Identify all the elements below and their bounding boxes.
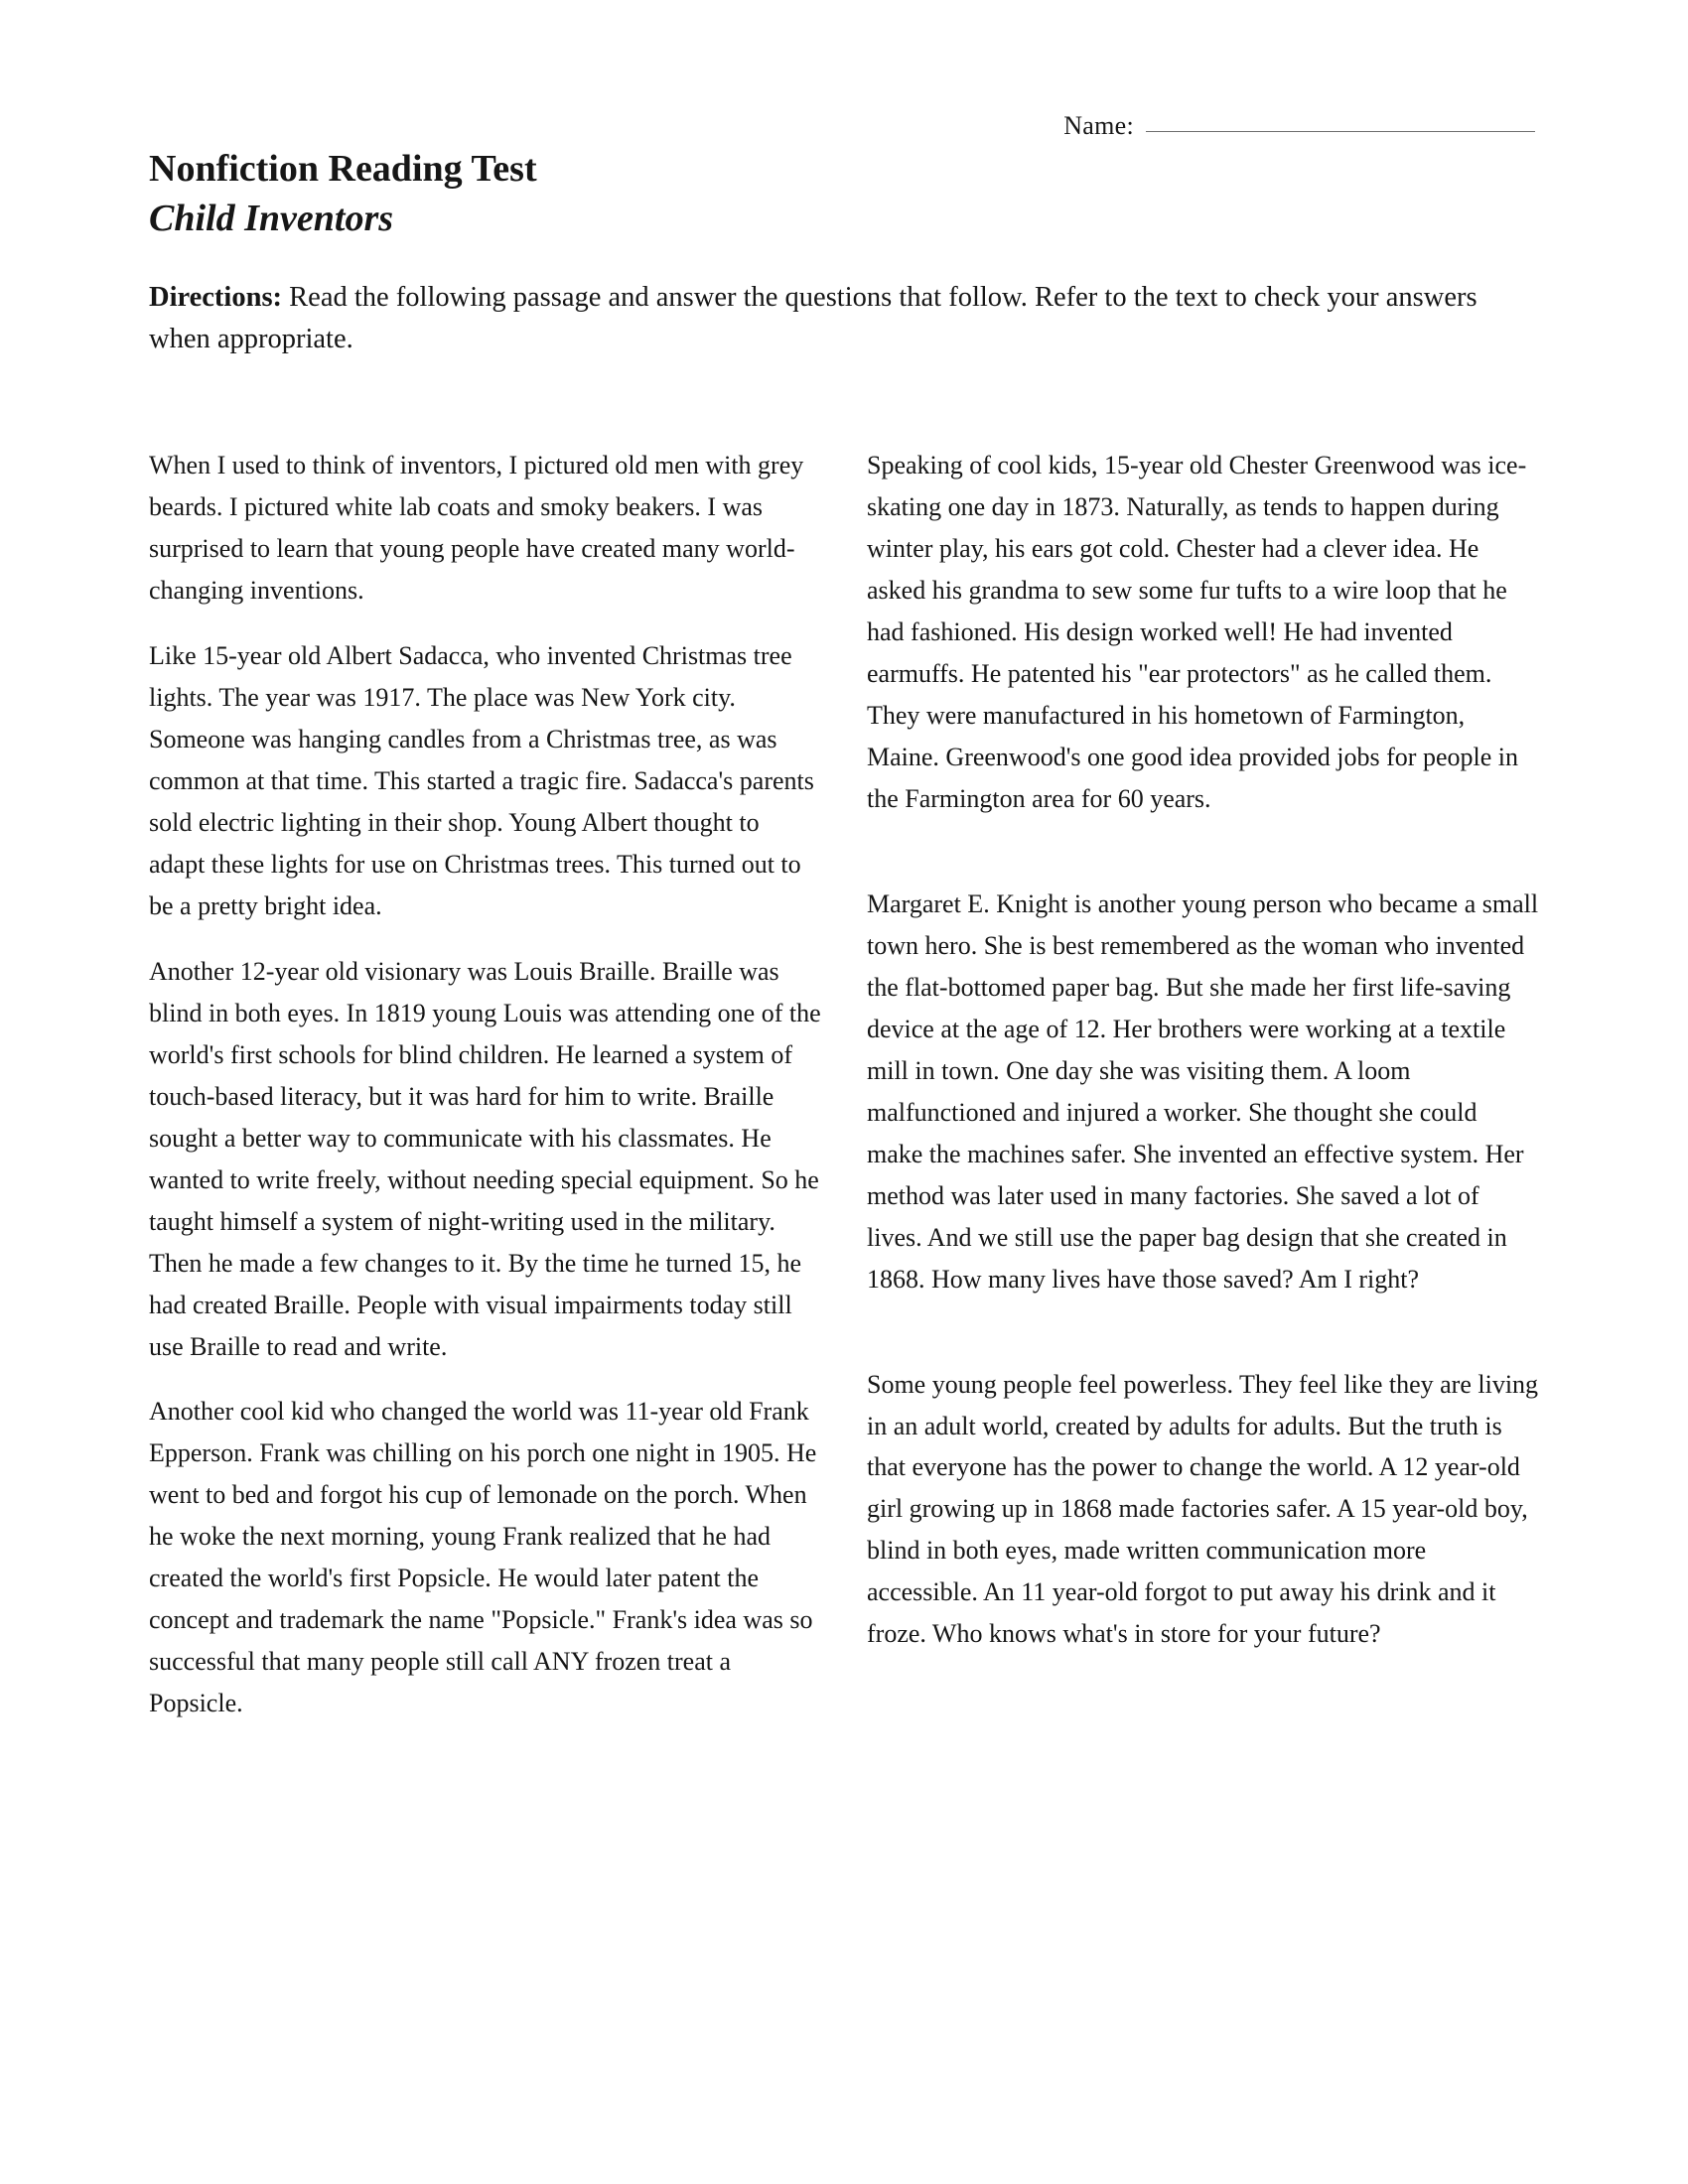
passage-right-column [867,445,1539,1725]
paragraph-margaret-knight: Margaret E. Knight is another young person who became a small town hero. She is best remembered as the woman who invented the flat-bottomed paper bag. But she made her first life-saving device at the age of 12. Her brothers were working at a textile mill in town. One day she was visiting them. A loom malfunctioned and injured a worker. She thought she could make the machines safer. She invented an effective system. Her method was later used in many factories. She saved a lot of lives. And we still use the paper bag design that she created in 1868. How many lives have those saved? Am I right? [867,888,1539,1294]
passage-columns [149,445,1539,1725]
directions [149,277,1539,359]
page-title: Nonfiction Reading Test [149,148,537,190]
paragraph-conclusion: Some young people feel powerless. They feel like they are living in an adult world, created by adults for adults. But the truth is that everyone has the power to change the world. A 12 year-old girl growing up in 1868 made factories safer. A 15 year-old boy, blind in both eyes, made written communication more accessible. An 11 year-old forgot to put away his drink and it froze. Who knows what's in store for your future? [867,1369,1539,1649]
passage-left-column [149,445,821,1725]
paragraph-chester-greenwood: Speaking of cool kids, 15-year old Chester Greenwood was ice-skating one day in 1873. Naturally, as tends to happen during winter play, his ears got cold. Chester had a clever idea. He asked his grandma to sew some fur tufts to a wire loop that he had fashioned. His design worked well! He had invented earmuffs. He patented his "ear protectors" as he called them. They were manufactured in his hometown of Farmington, Maine. Greenwood's one good idea provided jobs for people in the Farmington area for 60 years. [867,450,1527,813]
name-row [149,111,1535,141]
name-label: Name: [1063,111,1134,140]
directions-text: Read the following passage and answer the questions that follow. Refer to the text to check your answers when appropriate. [149,282,1477,354]
paragraph-frank-epperson: Another cool kid who changed the world was 11-year old Frank Epperson. Frank was chilling on his porch one night in 1905. He went to bed and forgot his cup of lemonade on the porch. When he woke the next morning, young Frank realized that he had created the world's first Popsicle. He would later patent the concept and trademark the name "Popsicle." Frank's idea was so successful that many people still call ANY frozen treat a Popsicle. [149,1397,817,1718]
page-subtitle: Child Inventors [149,197,394,239]
directions-label: Directions: [149,282,283,314]
paragraph-albert-sadacca: Like 15-year old Albert Sadacca, who invented Christmas tree lights. The year was 1917. The place was New York city. Someone was hanging candles from a Christmas tree, as was common at that time. This started a tragic fire. Sadacca's parents sold electric lighting in their shop. Young Albert thought to adapt these lights for use on Christmas trees. This turned out to be a pretty bright idea. [149,640,814,920]
name-blank-line [1146,129,1535,132]
paragraph-louis-braille: Another 12-year old visionary was Louis Braille. Braille was blind in both eyes. In 1819 young Louis was attending one of the world's first schools for blind children. He learned a system of touch-based literacy, but it was hard for him to write. Braille sought a better way to communicate with his classmates. He wanted to write freely, without needing special equipment. So he taught himself a system of night-writing used in the military. Then he made a few changes to it. By the time he turned 15, he had created Braille. People with visual impairments today still use Braille to read and write. [149,956,821,1361]
paragraph-intro: When I used to think of inventors, I pictured old men with grey beards. I pictured white lab coats and smoky beakers. I was surprised to learn that young people have created many world-changing inventions. [149,450,804,605]
